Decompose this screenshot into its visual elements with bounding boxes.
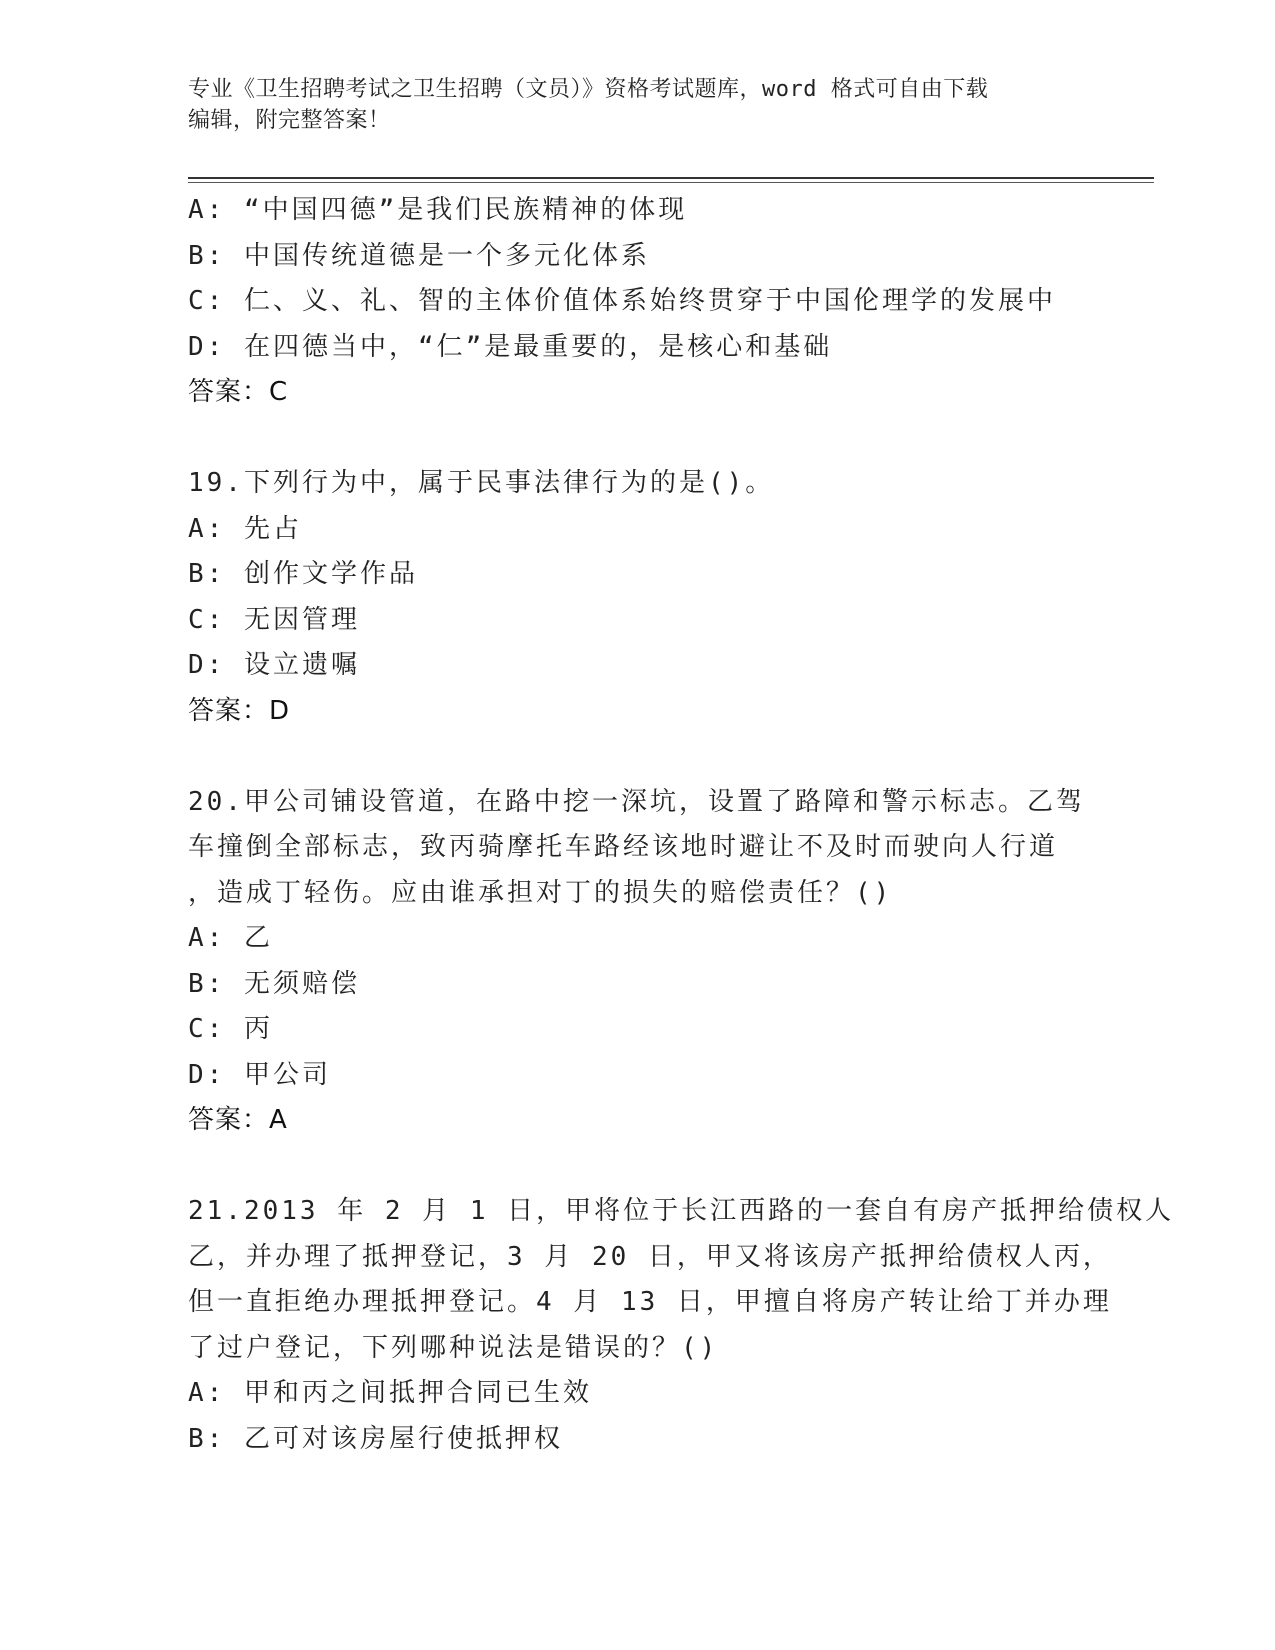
- question-stem-line-2: 乙，并办理了抵押登记，3 月 20 日，甲又将该房产抵押给债权人丙，: [188, 1241, 1112, 1272]
- header-line-2: 编辑，附完整答案！: [188, 108, 391, 133]
- answer-line: 答案：C: [188, 377, 289, 407]
- header-divider-thin: [188, 182, 1154, 183]
- spacer: [188, 1144, 1088, 1190]
- option-c: C: 无因管理: [188, 604, 360, 635]
- header-line-1: 专业《卫生招聘考试之卫生招聘（文员）》资格考试题库，word 格式可自由下载: [188, 77, 989, 102]
- question-19: [188, 461, 1088, 734]
- option-d: D: 设立遗嘱: [188, 650, 360, 680]
- answer-line: 答案：D: [188, 695, 291, 726]
- option-a: A: 乙: [188, 923, 273, 953]
- question-stem-line-1: 20.甲公司铺设管道，在路中挖一深坑，设置了路障和警示标志。乙驾: [188, 786, 1085, 817]
- question-list: [188, 188, 1175, 1462]
- document-header: [188, 74, 1068, 136]
- answer-line: 答案：A: [188, 1105, 288, 1135]
- question-21: [188, 1189, 1175, 1462]
- option-d: D: 甲公司: [188, 1059, 331, 1090]
- spacer: [188, 734, 1088, 780]
- option-b: B: 乙可对该房屋行使抵押权: [188, 1423, 563, 1454]
- option-c: C: 丙: [188, 1014, 273, 1044]
- question-20: [188, 780, 1088, 1144]
- option-c: C: 仁、义、礼、智的主体价值体系始终贯穿于中国伦理学的发展中: [188, 286, 1056, 316]
- option-b: B: 无须赔偿: [188, 968, 360, 999]
- question-stem-line-1: 21.2013 年 2 月 1 日，甲将位于长江西路的一套自有房产抵押给债权人: [188, 1196, 1175, 1226]
- spacer: [188, 416, 1088, 462]
- question-stem-line-4: 了过户登记，下列哪种说法是错误的？(): [188, 1332, 719, 1363]
- option-b: B: 创作文学作品: [188, 559, 418, 589]
- question-stem: 19.下列行为中，属于民事法律行为的是()。: [188, 468, 775, 498]
- option-a: A: 先占: [188, 513, 302, 544]
- option-a: A: “中国四德”是我们民族精神的体现: [188, 195, 688, 225]
- question-stem-line-2: 车撞倒全部标志，致丙骑摩托车路经该地时避让不及时而驶向人行道: [188, 832, 1059, 862]
- header-divider-thick: [188, 177, 1154, 179]
- question-stem-line-3: ，造成丁轻伤。应由谁承担对丁的损失的赔偿责任？(): [188, 877, 893, 908]
- question-18: [188, 188, 1088, 416]
- option-a: A: 甲和丙之间抵押合同已生效: [188, 1378, 592, 1408]
- option-b: B: 中国传统道德是一个多元化体系: [188, 240, 650, 271]
- question-stem-line-3: 但一直拒绝办理抵押登记。4 月 13 日，甲擅自将房产转让给丁并办理: [188, 1287, 1112, 1317]
- option-d: D: 在四德当中，“仁”是最重要的，是核心和基础: [188, 331, 833, 362]
